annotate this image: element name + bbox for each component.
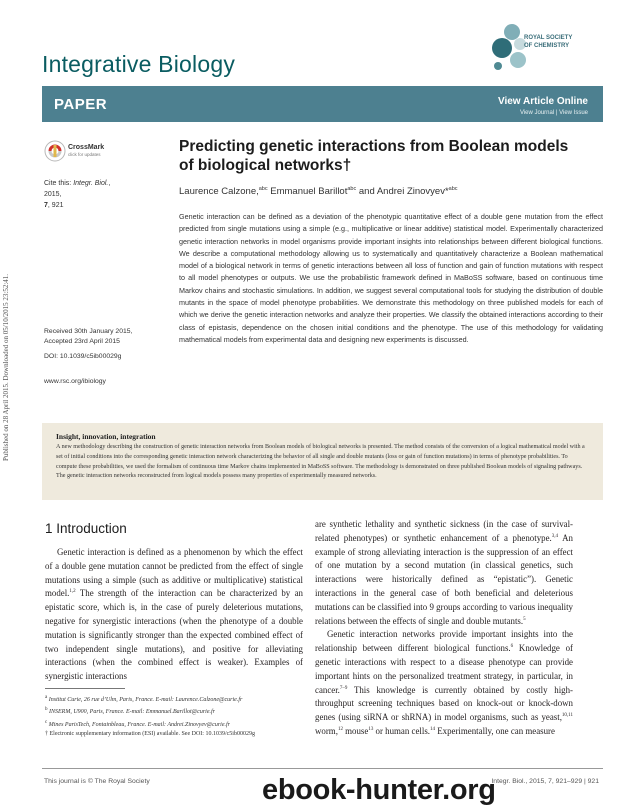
- watermark: ebook-hunter.org: [262, 774, 496, 806]
- affiliation-b: $^b$ INSERM, U900, Paris, France. E-mail: Emmanuel.Barillot@curie.fr: [45, 707, 215, 716]
- view-article-online-link[interactable]: View Article Online: [497, 96, 588, 107]
- journal-website-link[interactable]: www.rsc.org/ibiology: [44, 378, 106, 385]
- crossmark-label[interactable]: CrossMark: [68, 144, 105, 151]
- journal-name[interactable]: Integrative Biology: [42, 51, 236, 77]
- crossmark-sublabel[interactable]: click for updates: [68, 152, 101, 157]
- author-list: Laurence Calzone,$^{abc}$ Emmanuel Barillot$^{abc}$ and Andrei Zinovyev*$^{abc}$: [179, 186, 458, 198]
- affiliation-a: $^a$ Institut Curie, 26 rue d’Ulm, Paris, France. E-mail: Laurence.Calzone@curie.fr: [45, 695, 243, 703]
- cite-volume: 7: [44, 202, 48, 209]
- view-issue-link[interactable]: View Issue: [559, 110, 588, 116]
- publisher-name: ROYAL SOCIETY OF CHEMISTRY: [524, 35, 573, 49]
- author-affiliations: [45, 693, 303, 739]
- link-separator: |: [555, 110, 558, 116]
- received-dates: Received 30th January 2015, Accepted 23rd April 2015: [44, 328, 133, 345]
- footer-divider: [42, 768, 603, 769]
- footer-page-info: Integr. Biol., 2015, 7, 921–929 | 921: [491, 778, 599, 785]
- footer-copyright: This journal is © The Royal Society: [44, 778, 150, 785]
- view-journal-link[interactable]: View Journal: [519, 110, 555, 116]
- publication-stamp: Published on 28 April 2015. Downloaded on 05/10/2015 23:52:41.: [2, 273, 10, 462]
- affiliation-c: $^c$ Mines ParisTech, Fontainbleau, France. E-mail: Andrei.Zinovyev@curie.fr: [45, 719, 230, 728]
- crossmark-icon[interactable]: [44, 140, 66, 162]
- doi[interactable]: DOI: 10.1039/c5ib00029g: [44, 353, 122, 360]
- insight-title: Insight, innovation, integration: [56, 432, 156, 441]
- footnote-divider: [45, 688, 125, 689]
- view-links: [520, 110, 588, 116]
- cite-label: Cite this:: [44, 180, 72, 187]
- article-title: Predicting genetic interactions from Boolean models of biological networks†: [179, 138, 569, 174]
- body-column-left: Genetic interaction is defined as a phenomenon by which the effect of a double gene mutation cannot be predicted from the effect of single mutations using a simple (such as additive or multiplicative) statistical model.$^{1,2}$ The strength of the interaction can be characterized by an epistatic score, which is, in the case of purely deleterious mutations, negative for synergistic interactions (when the phenotype of a double mutation is significantly stronger than the expected combined effect of two independent single mutations), and positive for alleviating interactions (when the combined effect is weaker). Examples of synergistic interactions: [45, 547, 303, 682]
- article-type-label: PAPER: [54, 96, 108, 113]
- citation-info: Cite this: Integr. Biol., 2015, 7, 921: [44, 180, 111, 209]
- body-column-right: are synthetic lethality and synthetic sickness (in the case of survival-related phenotypes) or synthetic enhancement of a phenotype.$^{3,4}$ An example of strong alleviating interaction is the suppression of an effect of one mutation by a second mutation (in classical genetics, such interactions were historically defined as “epistatic”). Genetic interactions in the general case of both beneficial and deleterious mutations can be classified into 9 groups according to various inequality relations between the effects of single and double mutants.$^5$ Genetic interaction networks provide important insights into the relationship between different biological functions.$^6$ Knowledge of genetic interactions with respect to a disease phenotype can provide important hints on the personalized treatment strategy, in particular, in cancer.$^{7-9}$ This knowledge is currently obtained by costly high-throughput screening techniques based on knock-out or knock-down genes (using siRNA or shRNA) in model organisms, such as yeast,$^{10,11}$ worm,$^{12}$ mouse$^{13}$ or human cells.$^{14}$ Experimentally, one can measure: [315, 519, 573, 736]
- esi-note: † Electronic supplementary information (ESI) available. See DOI: 10.1039/c5ib00029g: [45, 730, 255, 737]
- section-heading-introduction: 1 Introduction: [45, 521, 127, 536]
- insight-body: A new methodology describing the construction of genetic interaction networks from Boolean models of biological networks is presented. The method consists of the conversion of a logical mathematical model with a set of initial conditions into the corresponding genetic interaction network characterizing the behavior of all single and double mutants (loss or gain of function mutations) in terms of phenotype probabilities. To compute these probabilities, we used the formalism of continuous time Markov chains implemented in MaBoSS software. The methodology is demonstrated on three published Boolean models of signaling pathways. The genetic interaction networks reconstructed from logical models possess many properties of experimentally measured networks.: [56, 444, 585, 480]
- abstract: Genetic interaction can be defined as a deviation of the phenotypic quantitative effect of a double gene mutation from the effect predicted from single mutations using a simple (e.g., multiplicative or linear additive) statistical model. Experimentally characterized genetic interaction networks in model organisms provide important insights into relationships between different biological functions. We describe a computational methodology allowing us to systematically and quantitatively characterize a Boolean mathematical model of a biological network in terms of genetic interactions between all loss of function and gain of function mutations with respect to all model phenotypes or outputs. We use the probabilistic framework defined in MaBoSS software, based on continuous time Markov chains and stochastic simulations. In addition, we suggest several computational tools for studying the distribution of double mutants in the space of model phenotype probabilities. We demonstrate this methodology on three published models for each of which we derive the genetic interaction networks and analyze their properties. We classify the obtained interactions according to their class of epistasis, dependence on the chosen initial conditions and the phenotype. The use of this methodology for validating mathematical models from experimental data and designing new experiments is discussed.: [179, 212, 603, 344]
- cite-journal: Integr. Biol.: [73, 180, 109, 187]
